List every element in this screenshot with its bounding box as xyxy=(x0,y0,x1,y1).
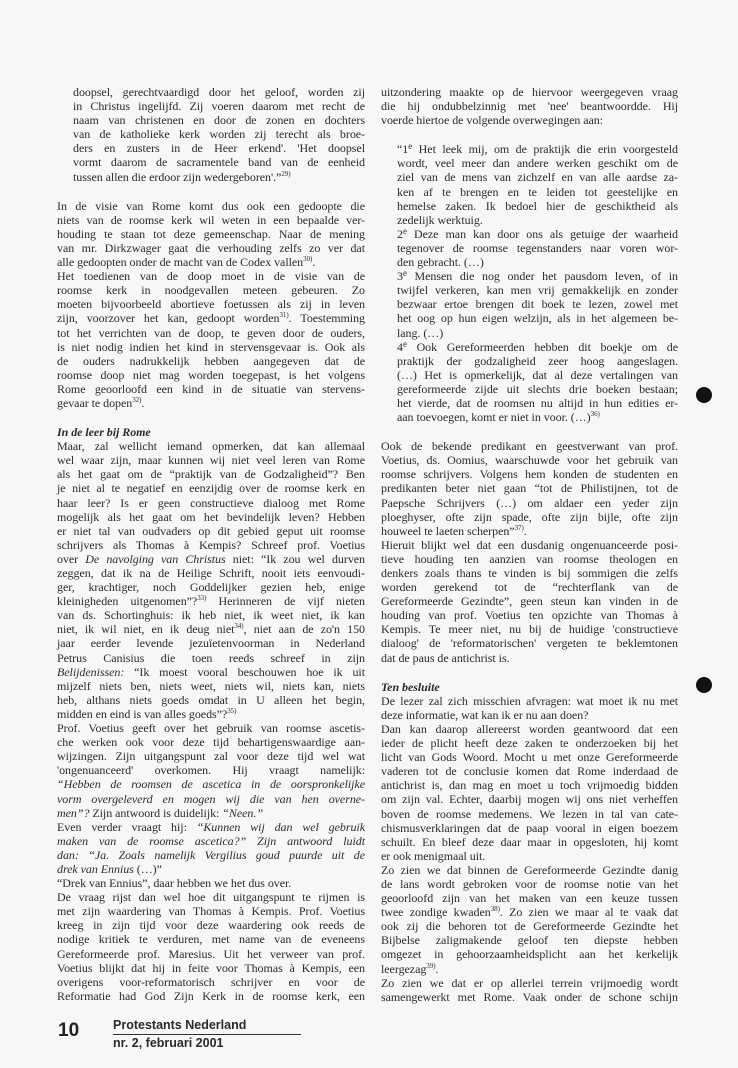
text-line: wijzingen. Zijn uitgangspunt zal voor deze tijd wel wat xyxy=(57,749,365,764)
text-line: wordt, veel meer dan andere werken geschikt om de xyxy=(397,156,678,171)
text-run: Deze man kan door ons als getuige der waarheid xyxy=(406,226,678,241)
text-run: kleinigheden uitgenomen”? xyxy=(57,594,198,609)
text-run: aan toevoegen, komt er niet in voor. (…) xyxy=(397,410,591,425)
footnote-ref: 32) xyxy=(132,395,142,404)
text-run: . xyxy=(141,395,145,410)
text-line xyxy=(57,255,365,269)
paragraph xyxy=(381,976,678,1004)
text-line: het oog op hun eigen welzijn, als in het algemeen be- xyxy=(397,311,678,326)
text-line: is niet nodig indien het kind in stervensgevaar is. Ook als xyxy=(57,339,365,354)
text-run: Ook Gereformeerden hebben dit boekje om de xyxy=(406,339,678,354)
text-line: licht van Gods Woord. Mocht u met onze Gereformeerde xyxy=(381,750,678,765)
text-line xyxy=(57,862,365,876)
text-line: roomse schrijvers. Volgens hem konden de studenten en xyxy=(381,467,678,482)
text-line: chismusverklaringen dat de paap vooral in eigen boezem xyxy=(381,820,678,835)
text-line: om zijn val. Echter, daarbij mogen wij ons niet verheffen xyxy=(381,792,678,807)
text-run: drek van Ennius xyxy=(57,861,137,876)
right-column xyxy=(381,85,678,1004)
text-line xyxy=(381,524,678,538)
publication-footer xyxy=(113,1018,301,1051)
text-line xyxy=(397,410,678,424)
text-line: Het toedienen van de doop moet in de visie van de xyxy=(57,269,365,284)
text-line: zedelijk werktuig. xyxy=(397,212,483,227)
paragraph xyxy=(57,820,365,876)
footnote-ref: 29) xyxy=(281,169,291,178)
text-line: voerde hiertoe de volgende overwegingen aan: xyxy=(381,113,604,128)
text-line: zeggen, dat ik na de Heilige Schrift, nooit iets eenvoudi- xyxy=(57,566,365,580)
text-line: tegenover de roomse tegenstanders naar voren wor- xyxy=(397,240,678,255)
text-line: heb, althans niets goeds omdat in U alleen het begin, xyxy=(57,692,365,707)
text-run: 4 xyxy=(397,339,403,354)
footnote-ref: 31) xyxy=(279,311,289,320)
text-line: che werken ook voor deze tijd behartigenswaardige aan- xyxy=(57,735,365,750)
text-line: De vraag rijst dan wel hoe dit uitgangspunt te rijmen is xyxy=(57,890,365,905)
text-line xyxy=(57,848,365,862)
text-run: midden en eind is van alles goeds”? xyxy=(57,706,228,721)
block-quote xyxy=(57,85,365,184)
text-line: dat de paus de antichrist is. xyxy=(381,650,510,665)
text-line: Voetius blijkt dat hij in feite voor Thomas à Kempis, een xyxy=(57,960,365,975)
text-line: Rome geoorloofd een kind in de situatie van stervens- xyxy=(57,381,365,396)
paragraph xyxy=(381,538,678,665)
text-line: je niet al te negatief en eenzijdig over de roomse kerk en xyxy=(57,481,365,496)
text-line: twijfel verkeren, kan men vrij gemakkelijk en zonder xyxy=(397,283,678,298)
text-line: van ds. Schortinghuis: ik heb niet, ik weet niet, ik kan xyxy=(57,608,365,623)
text-line: Bijbelse zaligmakende geloof ten diepste hebben xyxy=(381,933,678,948)
footnote-ref: 39) xyxy=(426,961,436,970)
text-line xyxy=(57,792,365,806)
text-line: ken af te brengen en te leiden tot geestelijke en xyxy=(397,184,678,199)
text-line: praktijk der godzaligheid zeer hoog aangeslagen. xyxy=(397,353,678,368)
section-heading xyxy=(57,425,365,439)
text-line: deze informatie, wat kan ik er nu aan doen? xyxy=(381,707,589,722)
text-line: ieder de plicht heeft deze zaken te onderzoeken bij het xyxy=(381,736,678,751)
text-line xyxy=(57,777,365,791)
text-line: van mr. Dirkzwager gaat die verhouding zelfs zo ver dat xyxy=(57,240,365,255)
text-line: ploeghyser, ofte zijn spade, ofte zijn bijle, ofte zijn xyxy=(381,509,678,524)
paragraph xyxy=(381,85,678,127)
block-quote xyxy=(381,269,678,339)
text-run: “Hebben de roomsen de ascetica in de oorspronkelijke xyxy=(57,777,365,792)
text-line: worden gerekend tot de “rechterflank van de xyxy=(381,580,678,595)
text-line: gereformeerde zijde uit slechts drie boeken bestaan; xyxy=(397,381,678,396)
text-run: . xyxy=(312,255,316,270)
text-run: leergezag xyxy=(381,961,427,976)
text-line: 'ongenuanceerd' overkomen. Hij vraagt namelijk: xyxy=(57,763,365,778)
text-line: Gereformeerde prof. Maresius. Uit het verweer van prof. xyxy=(57,946,365,961)
text-line: vormt daarom de sacramentele band van de eenheid xyxy=(73,155,365,170)
text-line xyxy=(57,820,365,834)
text-line: Dan kan daarop allereerst worden geantwoord dat een xyxy=(381,721,678,736)
text-line: van de katholieke kerk worden zij terecht als broe- xyxy=(73,127,365,142)
text-line: tieve houding ten aanzien van roomse theologen en xyxy=(381,551,678,566)
text-run: Herinneren de vijf nieten xyxy=(206,594,365,609)
text-run: alle gedoopten onder de macht van de Codex vallen xyxy=(57,255,304,270)
text-line xyxy=(57,552,365,566)
text-run: Mensen die nog onder het pausdom leven, of in xyxy=(406,269,678,284)
ordinal-suffix: e xyxy=(402,268,407,279)
text-line: mijzelf niets ben, niets weet, niets wil, niets kan, niets xyxy=(57,678,365,693)
text-run: gevaar te dopen xyxy=(57,395,133,410)
text-run: . Zo zien we maar al te vaak dat xyxy=(499,905,678,920)
block-quote xyxy=(381,227,678,269)
text-line: Ten besluite xyxy=(381,679,440,694)
text-run: niet, ik wil niet, en ik deug niet xyxy=(57,622,235,637)
footnote-ref: 37) xyxy=(514,523,524,532)
text-line xyxy=(397,269,678,283)
text-run: houweel te laeten scherpen” xyxy=(381,523,515,538)
text-line: doopsel, gerechtvaardigd door het geloof, worden zij xyxy=(73,85,365,99)
text-run: over xyxy=(57,551,86,566)
text-run: . xyxy=(523,523,527,538)
paragraph xyxy=(57,890,365,1003)
text-line: niets van de roomse kerk wil weten in een bepaalde ver- xyxy=(57,212,365,227)
text-line: jaar eerder levende jezuïetenvoorman in Nederland xyxy=(57,636,365,651)
text-line xyxy=(57,834,365,848)
text-line: De lezer zal zich misschien afvragen: wat moet ik nu met xyxy=(381,693,678,708)
text-run: twee zondige kwaden xyxy=(381,905,491,920)
text-line: Kempis. Te meer niet, nu bij de huidige 'constructieve xyxy=(381,622,678,637)
text-line: antichrist is, dan mag en moet u toch vrijmoedig bidden xyxy=(381,778,678,793)
paragraph xyxy=(381,863,678,976)
text-run: “Kunnen wij dan wel gebruik xyxy=(196,819,365,834)
paragraph xyxy=(57,199,365,269)
block-quote xyxy=(381,142,678,227)
left-column xyxy=(57,85,365,1003)
paragraph xyxy=(381,439,678,538)
text-line: uitzondering maakte op de hiervoor weergegeven vraag xyxy=(381,85,678,99)
paragraph xyxy=(381,722,678,863)
text-line: ziel van de mens van zichzelf en van alle aardse za- xyxy=(397,170,678,185)
punch-hole-mark xyxy=(696,387,712,403)
text-line: de lans wordt gebroken voor de roomse notie van het xyxy=(381,876,678,891)
text-line: hemelse zaken. Ik bedoel hier de geschiktheid als xyxy=(397,198,678,213)
text-line: In de visie van Rome komt dus ook een gedoopte die xyxy=(57,198,365,213)
text-run: tussen allen die erdoor zijn wedergeboren'.” xyxy=(73,169,282,184)
text-run: De navolging van Christus xyxy=(85,551,226,566)
text-line: vaderen tot de conclusie komen dat Rome inderdaad de xyxy=(381,764,678,779)
ordinal-suffix: e xyxy=(402,225,407,236)
text-line xyxy=(73,170,365,184)
text-line: (…) Het is opmerkelijk, dat al deze vertalingen van xyxy=(397,367,678,382)
text-run: , niet aan de zo'n 150 xyxy=(243,622,365,637)
text-line: denkers zoals thans te vinden is bij sommigen die zelfs xyxy=(381,566,678,580)
text-line: Maar, zal wellicht iemand opmerken, dat kan allemaal xyxy=(57,439,365,454)
text-line: Ook de bekende predikant en geestverwant van prof. xyxy=(381,439,678,454)
text-line: Hieruit blijkt wel dat een dusdanig ongenuanceerde posi- xyxy=(381,537,678,552)
text-line: er ook menigmaal uit. xyxy=(381,848,486,863)
footnote-ref: 33) xyxy=(197,594,207,603)
paragraph xyxy=(57,721,365,820)
text-line: met zijn waardering van Thomas à Kempis. Prof. Voetius xyxy=(57,904,365,919)
text-line: “Drek van Ennius”, daar hebben we het dus over. xyxy=(57,876,292,891)
text-line: houding te staan tot deze gemeenschap. Naar de mening xyxy=(57,226,365,241)
text-line xyxy=(397,142,678,156)
text-run: “Ik moest vooral beschouwen hoe ik uit xyxy=(124,664,365,679)
text-run: “1 xyxy=(397,142,409,157)
text-line: Prof. Voetius geeft over het gebruik van roomse ascetis- xyxy=(57,721,365,736)
text-line: nodige kritiek te verduren, met name van de eveneens xyxy=(57,932,365,947)
footnote-ref: 34) xyxy=(234,622,244,631)
text-line: samengewerkt met Rome. Vaak onder de schone schijn xyxy=(381,989,678,1004)
text-line: In de leer bij Rome xyxy=(57,425,151,440)
footnote-ref: 38) xyxy=(490,905,500,914)
paragraph xyxy=(57,269,365,410)
text-run: Belijdenissen: xyxy=(57,664,125,679)
text-line: Zo zien we dat er op allerlei terrein vrijmoedig wordt xyxy=(381,975,678,990)
punch-hole-mark xyxy=(696,677,712,693)
text-line: naam van christenen en door de zonen en dochters xyxy=(73,113,365,128)
text-run: 3 xyxy=(397,269,403,284)
footnote-ref: 30) xyxy=(303,255,313,264)
text-run: 2 xyxy=(397,226,403,241)
text-run: . xyxy=(435,961,439,976)
text-line: houding van prof. Voetius ten opzichte van Thomas à xyxy=(381,608,678,623)
text-line: het vierde, dat de roomsen nu altijd in hun edities er- xyxy=(397,395,678,410)
text-line: boven de roomse medemens. We lezen in tal van cate- xyxy=(381,806,678,821)
text-line: in Christus ingelijfd. Zij voeren daarom met recht de xyxy=(73,99,365,114)
text-run: Het leek mij, om de praktijk die erin voorgesteld xyxy=(412,142,678,157)
text-line: tot het verrichten van de doop, te geven door de ouders, xyxy=(57,325,365,340)
issue-info: nr. 2, februari 2001 xyxy=(113,1036,224,1050)
paragraph xyxy=(57,439,365,721)
text-run: (…)” xyxy=(136,861,162,876)
text-line: ders en zusters in de Heer erkend'. 'Het doopsel xyxy=(73,141,365,156)
text-line: Zo zien we dat binnen de Gereformeerde Gezindte danig xyxy=(381,862,678,877)
footnote-ref: 36) xyxy=(590,410,600,419)
text-line: roomse kerk in noodgevallen meteen gebeuren. Zo xyxy=(57,283,365,298)
text-line: die hij ondubbelzinnig met 'nee' beantwoordde. Hij xyxy=(381,99,678,114)
text-run: vorm overgeleverd en mogen wij die van hen overne- xyxy=(57,791,365,806)
text-run: zijn, voorzover het kan, gedoopt worden xyxy=(57,311,280,326)
text-line: ger, krachtiger, noch Goddelijker gezien heb, enige xyxy=(57,580,365,595)
text-line: lang. (…) xyxy=(397,325,444,340)
paragraph xyxy=(381,694,678,722)
text-line xyxy=(57,622,365,636)
text-run: maken van de roomse ascetica?” Zijn antwoord luidt xyxy=(57,833,365,848)
text-run: . Toestemming xyxy=(288,311,365,326)
text-line xyxy=(397,227,678,241)
text-line xyxy=(381,905,678,919)
text-line: dialoog' de 'reformatorischen' vergeten te beklemtonen xyxy=(381,636,678,651)
section-heading xyxy=(381,680,678,694)
text-line: kreeg in zijn tijd voor deze waardering ook reeds de xyxy=(57,918,365,933)
text-line xyxy=(381,962,678,976)
text-line: de ouders nadrukkelijk hebben aangegeven dat de xyxy=(57,353,365,368)
text-line: schuilt. En bleef deze daar maar in opgesloten, hij komt xyxy=(381,834,678,849)
block-quote xyxy=(381,340,678,425)
text-line xyxy=(57,396,365,410)
text-line: ook zij die behoren tot de Gereformeerde Gezindte het xyxy=(381,919,678,934)
text-line: Voetius, ds. Oomius, waarschuwde voor het gebruik van xyxy=(381,453,678,468)
text-line: geoorloofd zijn van het maken van een keuze tussen xyxy=(381,891,678,906)
text-line: Gereformeerde Gezindte”, geen steun kan vinden in de xyxy=(381,594,678,609)
text-line xyxy=(397,340,678,354)
ordinal-suffix: e xyxy=(402,338,407,349)
text-line: als het gaat om de “praktijk van de Godzaligheid”? Ben xyxy=(57,467,365,482)
text-line xyxy=(57,594,365,608)
ordinal-suffix: e xyxy=(408,141,413,152)
text-line: schrijvers als Thomas à Kempis? Schreef prof. Voetius xyxy=(57,537,365,552)
text-run: niet: “Ik zou wel durven xyxy=(225,551,365,566)
text-line: overigens voor-reformatorisch schrijver en voor de xyxy=(57,974,365,989)
text-line: den gebracht. (…) xyxy=(397,255,484,270)
text-line: roomse doop niet mag worden toegepast, is het volgens xyxy=(57,367,365,382)
text-run: “Neen.” xyxy=(222,805,263,820)
text-run: dan: “Ja. Zoals namelijk Vergilius goud puurde uit de xyxy=(57,847,365,862)
footnote-ref: 35) xyxy=(227,706,237,715)
text-run: men”? xyxy=(57,805,90,820)
text-line: Reformatie had God Zijn Kerk in de roomse kerk, een xyxy=(57,988,365,1003)
text-run: Even verder vraagt hij: xyxy=(57,819,197,834)
text-line: Paepsche Schrijvers (…) om aldaer een yeder zijn xyxy=(381,495,678,510)
publication-title: Protestants Nederland xyxy=(113,1018,301,1035)
page-number: 10 xyxy=(58,1020,80,1041)
text-line xyxy=(57,311,365,325)
text-line: omgezet in gehoorzaamheidsplicht aan het kerkelijk xyxy=(381,947,678,962)
text-line: haar leer? Is er geen constructieve dialoog met Rome xyxy=(57,495,365,510)
text-line xyxy=(57,665,365,679)
text-line xyxy=(57,707,365,721)
text-line: predikanten beter niet gaan “tot de Philistijnen, tot de xyxy=(381,481,678,496)
text-line: er niet tal van oudvaders op dit gebied geput uit roomse xyxy=(57,523,365,538)
paragraph xyxy=(57,876,365,890)
text-line: mogelijk als het gaat om het bevindelijk leven? Hebben xyxy=(57,509,365,524)
text-line: wel waar zijn, maar kunnen wij niet veel leren van Rome xyxy=(57,453,365,468)
text-line: moeten bijvoorbeeld abortieve foetussen als zij in leven xyxy=(57,297,365,312)
text-line: bezwaar ertoe brengen dit boek te lezen, zowel met xyxy=(397,297,678,312)
text-line: Petrus Canisius die toen reeds schreef in zijn xyxy=(57,650,365,665)
text-run: Zijn antwoord is duidelijk: xyxy=(89,805,223,820)
text-line xyxy=(57,806,365,820)
